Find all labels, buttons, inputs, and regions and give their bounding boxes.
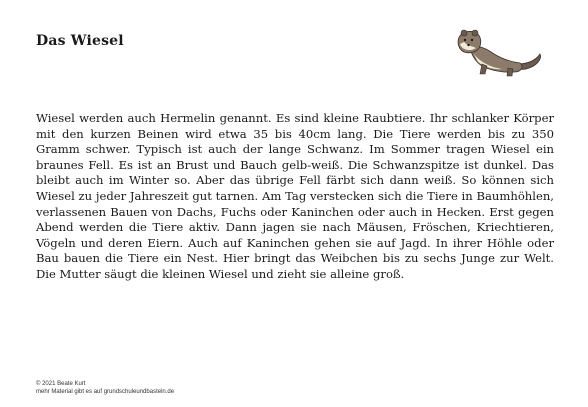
footer-website: mehr Material gibt es auf grundschuleundbasteln.de (36, 389, 175, 395)
footer (36, 380, 174, 396)
body-paragraph: Wiesel werden auch Hermelin genannt. Es sind kleine Raubtiere. Ihr schlanker Körper mit den kurzen Beinen wird etwa 35 bis 40cm lang. Die Tiere werden bis zu 350 Gramm schwer. Typisch ist auch der lange Schwanz. Im Sommer tragen Wiesel ein braunes Fell. Es ist an Brust und Bauch gelb-weiß. Die Schwanzspitze ist dunkel. Das bleibt auch im Winter so. Aber das übrige Fell färbt sich dann weiß. So können sich Wiesel zu jeder Jahreszeit gut tarnen. Am Tag verstecken sich die Tiere in Baumhöhlen, verlassenen Bauen von Dachs, Fuchs oder Kaninchen oder auch in Hecken. Erst gegen Abend werden die Tiere aktiv. Dann jagen sie nach Mäusen, Fröschen, Kriechtieren, Vögeln und deren Eiern. Auch auf Kaninchen gehen sie auf Jagd. In ihrer Höhle oder Bau bauen die Tiere ein Nest. Hier bringt das Weibchen bis zu sechs Junge zur Welt. Die Mutter säugt die kleinen Wiesel und zieht sie alleine groß. (36, 111, 554, 281)
footer-copyright: © 2021 Beate Kurt (36, 381, 86, 387)
weasel-illustration (452, 24, 544, 80)
page-title: Das Wiesel (36, 33, 124, 49)
